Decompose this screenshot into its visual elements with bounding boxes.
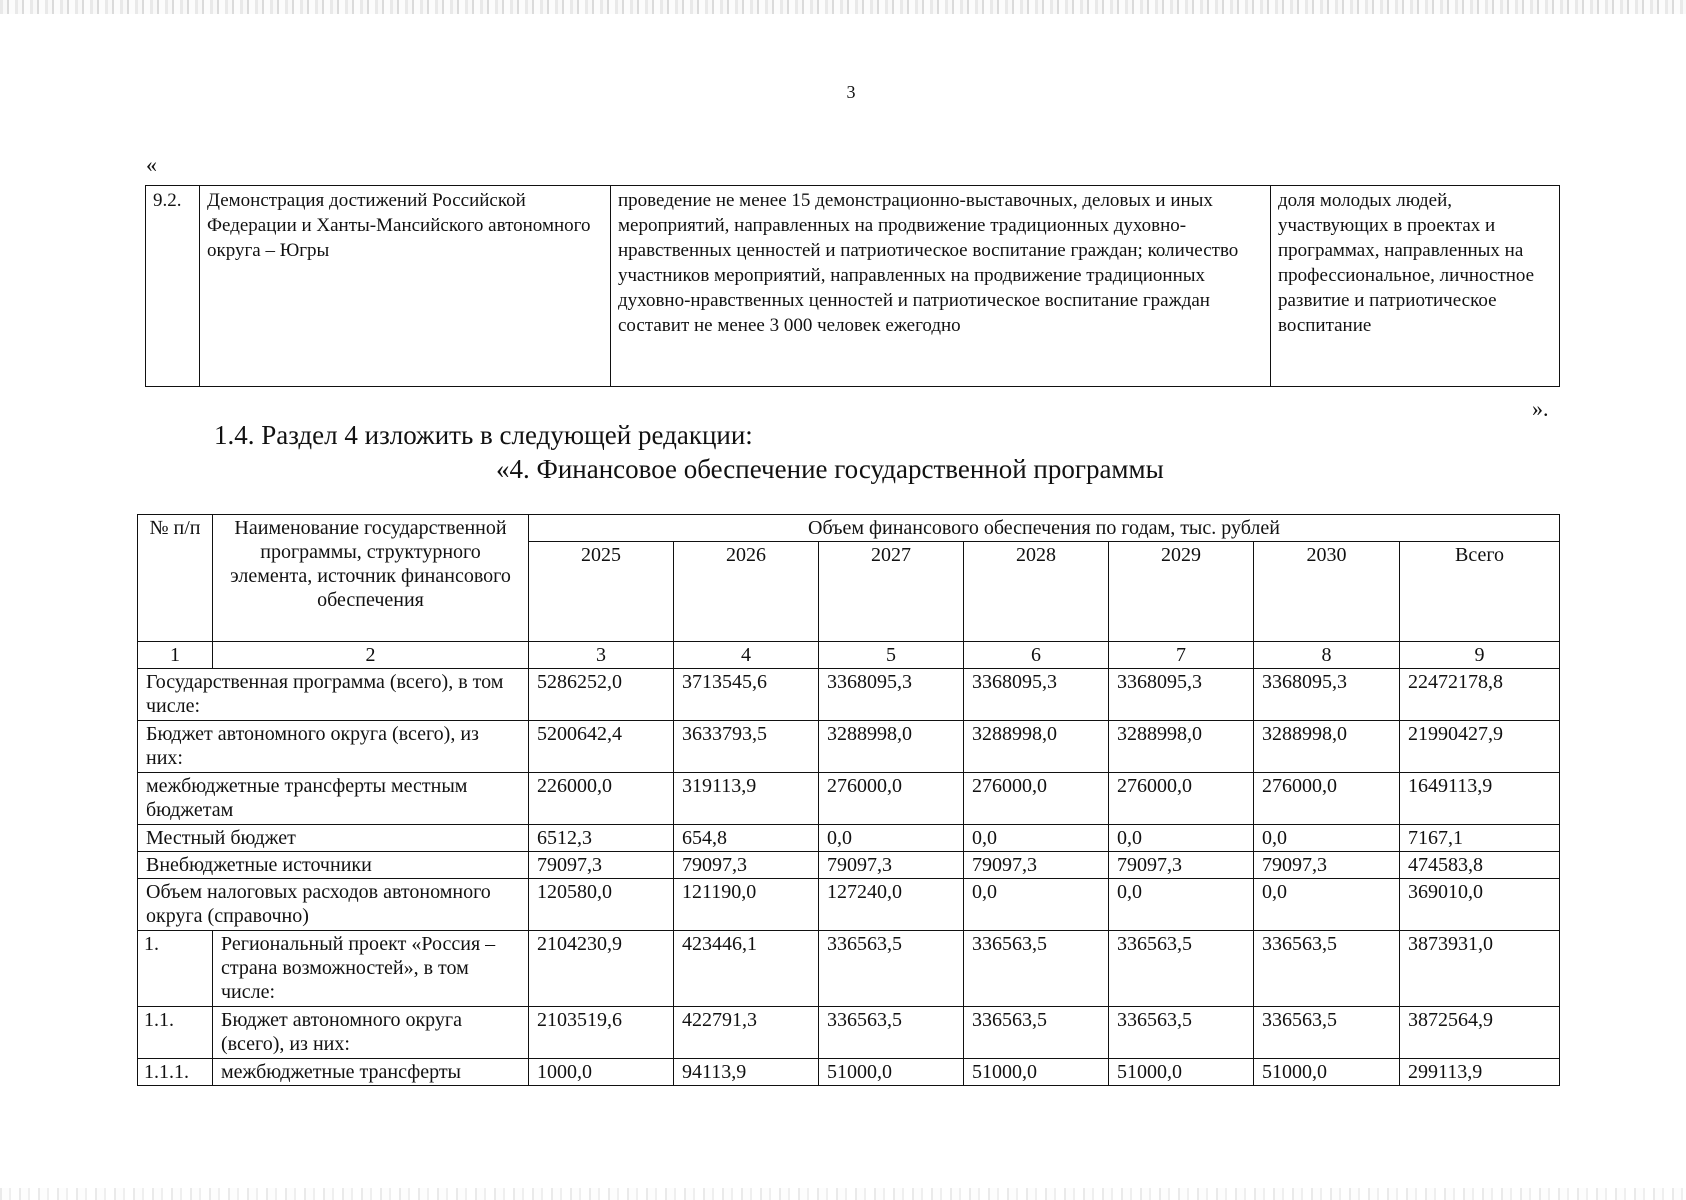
- header-volume: Объем финансового обеспечения по годам, тыс. рублей: [529, 515, 1560, 542]
- row-value: 3713545,6: [674, 669, 819, 721]
- column-number: 9: [1400, 642, 1560, 669]
- row-value: 3872564,9: [1400, 1007, 1560, 1059]
- row-value: 5286252,0: [529, 669, 674, 721]
- header-year: 2026: [674, 542, 819, 642]
- table-row: [138, 825, 1560, 852]
- column-number: 4: [674, 642, 819, 669]
- row-value: 7167,1: [1400, 825, 1560, 852]
- closing-quote: ».: [1532, 396, 1549, 421]
- row-value: 121190,0: [674, 879, 819, 931]
- row-name: Бюджет автономного округа (всего), из них:: [213, 1007, 529, 1059]
- row-value: 2103519,6: [529, 1007, 674, 1059]
- row-value: 51000,0: [819, 1059, 964, 1086]
- header-number: № п/п: [138, 515, 213, 642]
- column-numbers-row: [138, 642, 1560, 669]
- row-number: 1.1.1.: [138, 1059, 213, 1086]
- row-value: 79097,3: [964, 852, 1109, 879]
- table-row: [138, 931, 1560, 1007]
- row-value: 336563,5: [819, 931, 964, 1007]
- column-number: 2: [213, 642, 529, 669]
- row-value: 369010,0: [1400, 879, 1560, 931]
- header-year: 2029: [1109, 542, 1254, 642]
- row-value: 3368095,3: [1254, 669, 1400, 721]
- row-value: 79097,3: [1109, 852, 1254, 879]
- column-number: 1: [138, 642, 213, 669]
- measure-indicator: доля молодых людей, участвующих в проектах и программах, направленных на профессиональное, личностное развитие и патриотическое воспитание: [1271, 186, 1560, 387]
- row-number: 9.2.: [146, 186, 200, 387]
- row-value: 336563,5: [1109, 931, 1254, 1007]
- row-name: Региональный проект «Россия – страна возможностей», в том числе:: [213, 931, 529, 1007]
- row-number: 1.: [138, 931, 213, 1007]
- header-total: Всего: [1400, 542, 1560, 642]
- table-row: [146, 186, 1560, 387]
- row-name: Бюджет автономного округа (всего), из них:: [138, 721, 529, 773]
- row-value: 276000,0: [1109, 773, 1254, 825]
- row-number: 1.1.: [138, 1007, 213, 1059]
- row-value: 276000,0: [819, 773, 964, 825]
- row-value: 79097,3: [674, 852, 819, 879]
- header-year: 2030: [1254, 542, 1400, 642]
- header-row: [138, 515, 1560, 542]
- row-name: Местный бюджет: [138, 825, 529, 852]
- row-value: 1000,0: [529, 1059, 674, 1086]
- row-value: 120580,0: [529, 879, 674, 931]
- row-value: 127240,0: [819, 879, 964, 931]
- financing-table: [137, 514, 1560, 1086]
- row-value: 226000,0: [529, 773, 674, 825]
- column-number: 8: [1254, 642, 1400, 669]
- row-value: 79097,3: [1254, 852, 1400, 879]
- row-value: 0,0: [1254, 825, 1400, 852]
- row-value: 0,0: [964, 879, 1109, 931]
- column-number: 6: [964, 642, 1109, 669]
- row-value: 422791,3: [674, 1007, 819, 1059]
- row-value: 336563,5: [819, 1007, 964, 1059]
- header-name: Наименование государственной программы, структурного элемента, источник финансового обеспечения: [213, 515, 529, 642]
- table-row: [138, 721, 1560, 773]
- measure-result: проведение не менее 15 демонстрационно-выставочных, деловых и иных мероприятий, направленных на продвижение традиционных духовно-нравственных ценностей и патриотическое воспитание граждан; количество участников мероприятий, направленных на продвижение традиционных духовно-нравственных ценностей и патриотическое воспитание граждан составит не менее 3 000 человек ежегодно: [611, 186, 1271, 387]
- row-value: 336563,5: [964, 931, 1109, 1007]
- row-value: 336563,5: [964, 1007, 1109, 1059]
- row-value: 336563,5: [1254, 931, 1400, 1007]
- row-value: 319113,9: [674, 773, 819, 825]
- row-value: 0,0: [1109, 879, 1254, 931]
- header-year: 2025: [529, 542, 674, 642]
- row-value: 79097,3: [529, 852, 674, 879]
- row-value: 474583,8: [1400, 852, 1560, 879]
- row-name: Государственная программа (всего), в том числе:: [138, 669, 529, 721]
- row-value: 654,8: [674, 825, 819, 852]
- row-value: 6512,3: [529, 825, 674, 852]
- row-value: 51000,0: [1254, 1059, 1400, 1086]
- row-value: 2104230,9: [529, 931, 674, 1007]
- row-name: Внебюджетные источники: [138, 852, 529, 879]
- row-value: 276000,0: [1254, 773, 1400, 825]
- column-number: 5: [819, 642, 964, 669]
- column-number: 7: [1109, 642, 1254, 669]
- row-value: 0,0: [964, 825, 1109, 852]
- table-row: [138, 773, 1560, 825]
- header-year: 2028: [964, 542, 1109, 642]
- header-year: 2027: [819, 542, 964, 642]
- row-name: межбюджетные трансферты: [213, 1059, 529, 1086]
- page-number: 3: [846, 82, 856, 102]
- scan-edge-top: [0, 0, 1686, 14]
- row-value: 336563,5: [1254, 1007, 1400, 1059]
- previous-table-continuation: [145, 185, 1560, 387]
- row-value: 423446,1: [674, 931, 819, 1007]
- row-value: 3288998,0: [964, 721, 1109, 773]
- table-row: [138, 852, 1560, 879]
- row-value: 94113,9: [674, 1059, 819, 1086]
- table-row: [138, 1059, 1560, 1086]
- row-value: 51000,0: [1109, 1059, 1254, 1086]
- row-value: 0,0: [1109, 825, 1254, 852]
- row-name: Объем налоговых расходов автономного округа (справочно): [138, 879, 529, 931]
- row-value: 336563,5: [1109, 1007, 1254, 1059]
- table-row: [138, 1007, 1560, 1059]
- measure-name: Демонстрация достижений Российской Федерации и Ханты-Мансийского автономного округа – Югры: [200, 186, 611, 387]
- row-value: 1649113,9: [1400, 773, 1560, 825]
- row-name: межбюджетные трансферты местным бюджетам: [138, 773, 529, 825]
- row-value: 51000,0: [964, 1059, 1109, 1086]
- row-value: 79097,3: [819, 852, 964, 879]
- row-value: 21990427,9: [1400, 721, 1560, 773]
- row-value: 5200642,4: [529, 721, 674, 773]
- row-value: 0,0: [1254, 879, 1400, 931]
- row-value: 3288998,0: [819, 721, 964, 773]
- row-value: 299113,9: [1400, 1059, 1560, 1086]
- row-value: 3368095,3: [1109, 669, 1254, 721]
- column-number: 3: [529, 642, 674, 669]
- section-subheading: «4. Финансовое обеспечение государственной программы: [496, 454, 1164, 484]
- row-value: 3368095,3: [819, 669, 964, 721]
- row-value: 3633793,5: [674, 721, 819, 773]
- row-value: 276000,0: [964, 773, 1109, 825]
- table-row: [138, 879, 1560, 931]
- table-row: [138, 669, 1560, 721]
- opening-quote: «: [146, 152, 157, 177]
- row-value: 3288998,0: [1254, 721, 1400, 773]
- row-value: 0,0: [819, 825, 964, 852]
- row-value: 3288998,0: [1109, 721, 1254, 773]
- section-heading: 1.4. Раздел 4 изложить в следующей редакции:: [214, 420, 753, 450]
- row-value: 22472178,8: [1400, 669, 1560, 721]
- row-value: 3873931,0: [1400, 931, 1560, 1007]
- scan-edge-bottom: [0, 1188, 1686, 1200]
- row-value: 3368095,3: [964, 669, 1109, 721]
